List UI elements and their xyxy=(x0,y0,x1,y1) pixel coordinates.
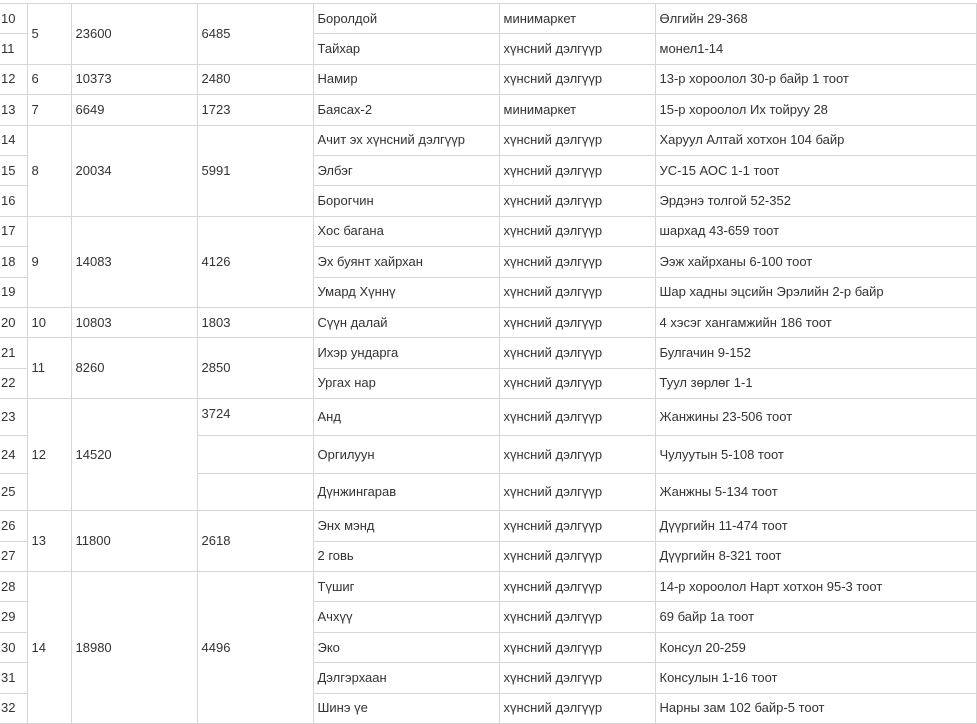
group-value-b-cell xyxy=(197,436,313,473)
store-address-cell: 15-р хороолол Их тойруу 28 xyxy=(655,95,976,125)
store-name-cell: Эх буянт хайрхан xyxy=(313,247,499,277)
row-number-cell: 10 xyxy=(0,4,27,34)
store-type-cell: хүнсний дэлгүүр xyxy=(499,338,655,368)
store-address-cell: 69 байр 1а тоот xyxy=(655,602,976,632)
store-name-cell: Шинэ үе xyxy=(313,693,499,723)
table-row xyxy=(0,64,976,94)
group-number-cell: 12 xyxy=(27,399,71,511)
store-type-cell: хүнсний дэлгүүр xyxy=(499,155,655,185)
row-number-cell: 27 xyxy=(0,541,27,571)
group-value-a-cell: 14083 xyxy=(71,216,197,307)
group-value-b-cell: 1723 xyxy=(197,95,313,125)
store-address-cell: 14-р хороолол Нарт хотхон 95-3 тоот xyxy=(655,572,976,602)
store-name-cell: Эко xyxy=(313,632,499,662)
store-address-cell: Дүүргийн 11-474 тоот xyxy=(655,511,976,541)
store-type-cell: минимаркет xyxy=(499,4,655,34)
row-number-cell: 15 xyxy=(0,155,27,185)
group-value-a-cell: 23600 xyxy=(71,4,197,65)
store-type-cell: хүнсний дэлгүүр xyxy=(499,572,655,602)
store-type-cell: хүнсний дэлгүүр xyxy=(499,216,655,246)
store-address-cell: Жанжины 23-506 тоот xyxy=(655,399,976,436)
store-type-cell: хүнсний дэлгүүр xyxy=(499,399,655,436)
store-address-cell: Харуул Алтай хотхон 104 байр xyxy=(655,125,976,155)
row-number-cell: 28 xyxy=(0,572,27,602)
table-row xyxy=(0,511,976,541)
table-row xyxy=(0,338,976,368)
store-name-cell: Умард Хүннү xyxy=(313,277,499,307)
group-value-a-cell: 14520 xyxy=(71,399,197,511)
store-name-cell: Элбэг xyxy=(313,155,499,185)
store-address-cell: Шар хадны эцсийн Эрэлийн 2-р байр xyxy=(655,277,976,307)
row-number-cell: 17 xyxy=(0,216,27,246)
store-name-cell: Ихэр ундарга xyxy=(313,338,499,368)
store-address-cell: Консулын 1-16 тоот xyxy=(655,663,976,693)
table-row xyxy=(0,216,976,246)
row-number-cell: 25 xyxy=(0,473,27,510)
store-address-cell: Чулуутын 5-108 тоот xyxy=(655,436,976,473)
store-address-cell: Ээж хайрханы 6-100 тоот xyxy=(655,247,976,277)
row-number-cell: 19 xyxy=(0,277,27,307)
row-number-cell: 29 xyxy=(0,602,27,632)
row-number-cell: 23 xyxy=(0,399,27,436)
row-number-cell: 24 xyxy=(0,436,27,473)
store-address-cell: Өлгийн 29-368 xyxy=(655,4,976,34)
row-number-cell: 22 xyxy=(0,368,27,398)
group-number-cell: 7 xyxy=(27,95,71,125)
store-type-cell: хүнсний дэлгүүр xyxy=(499,602,655,632)
store-name-cell: 2 говь xyxy=(313,541,499,571)
store-address-cell: УС-15 АОС 1-1 тоот xyxy=(655,155,976,185)
group-value-b-cell xyxy=(197,473,313,510)
row-number-cell: 18 xyxy=(0,247,27,277)
store-address-cell: 4 хэсэг хангамжийн 186 тоот xyxy=(655,307,976,337)
group-number-cell: 14 xyxy=(27,572,71,724)
store-address-cell: Консул 20-259 xyxy=(655,632,976,662)
group-number-cell: 8 xyxy=(27,125,71,216)
table-row xyxy=(0,4,976,34)
store-type-cell: хүнсний дэлгүүр xyxy=(499,693,655,723)
table-row xyxy=(0,572,976,602)
group-number-cell: 11 xyxy=(27,338,71,399)
table-row xyxy=(0,125,976,155)
store-type-cell: хүнсний дэлгүүр xyxy=(499,186,655,216)
store-address-cell: Эрдэнэ толгой 52-352 xyxy=(655,186,976,216)
store-type-cell: хүнсний дэлгүүр xyxy=(499,436,655,473)
group-value-a-cell: 18980 xyxy=(71,572,197,724)
store-type-cell: хүнсний дэлгүүр xyxy=(499,125,655,155)
row-number-cell: 11 xyxy=(0,34,27,64)
store-name-cell: Дүнжингарав xyxy=(313,473,499,510)
group-value-b-cell: 2480 xyxy=(197,64,313,94)
group-value-a-cell: 11800 xyxy=(71,511,197,572)
store-type-cell: хүнсний дэлгүүр xyxy=(499,473,655,510)
store-type-cell: хүнсний дэлгүүр xyxy=(499,541,655,571)
store-name-cell: Баясах-2 xyxy=(313,95,499,125)
store-name-cell: Дэлгэрхаан xyxy=(313,663,499,693)
group-number-cell: 13 xyxy=(27,511,71,572)
group-value-a-cell: 10373 xyxy=(71,64,197,94)
row-number-cell: 21 xyxy=(0,338,27,368)
row-number-cell: 26 xyxy=(0,511,27,541)
store-type-cell: хүнсний дэлгүүр xyxy=(499,64,655,94)
group-value-b-cell: 2618 xyxy=(197,511,313,572)
row-number-cell: 20 xyxy=(0,307,27,337)
store-address-cell: Булгачин 9-152 xyxy=(655,338,976,368)
store-type-cell: хүнсний дэлгүүр xyxy=(499,663,655,693)
group-value-b-cell: 3724 xyxy=(197,399,313,436)
store-name-cell: Ачит эх хүнсний дэлгүүр xyxy=(313,125,499,155)
store-address-cell: Туул зөрлөг 1-1 xyxy=(655,368,976,398)
store-name-cell: Боролдой xyxy=(313,4,499,34)
store-name-cell: Ургах нар xyxy=(313,368,499,398)
row-number-cell: 16 xyxy=(0,186,27,216)
group-value-b-cell: 1803 xyxy=(197,307,313,337)
store-type-cell: хүнсний дэлгүүр xyxy=(499,632,655,662)
store-address-cell: Нарны зам 102 байр-5 тоот xyxy=(655,693,976,723)
store-type-cell: хүнсний дэлгүүр xyxy=(499,307,655,337)
group-number-cell: 5 xyxy=(27,4,71,65)
row-number-cell: 12 xyxy=(0,64,27,94)
group-number-cell: 10 xyxy=(27,307,71,337)
store-type-cell: хүнсний дэлгүүр xyxy=(499,511,655,541)
store-name-cell: Анд xyxy=(313,399,499,436)
group-value-a-cell: 20034 xyxy=(71,125,197,216)
store-address-cell: шархад 43-659 тоот xyxy=(655,216,976,246)
store-type-cell: минимаркет xyxy=(499,95,655,125)
store-name-cell: Оргилуун xyxy=(313,436,499,473)
store-name-cell: Ачхүү xyxy=(313,602,499,632)
group-value-b-cell: 4496 xyxy=(197,572,313,724)
group-value-b-cell: 2850 xyxy=(197,338,313,399)
store-name-cell: Сүүн далай xyxy=(313,307,499,337)
store-table-body xyxy=(0,4,976,724)
store-name-cell: Түшиг xyxy=(313,572,499,602)
store-type-cell: хүнсний дэлгүүр xyxy=(499,368,655,398)
store-name-cell: Тайхар xyxy=(313,34,499,64)
table-row xyxy=(0,399,976,436)
store-name-cell: Борогчин xyxy=(313,186,499,216)
group-number-cell: 6 xyxy=(27,64,71,94)
row-number-cell: 13 xyxy=(0,95,27,125)
store-type-cell: хүнсний дэлгүүр xyxy=(499,34,655,64)
group-value-b-cell: 5991 xyxy=(197,125,313,216)
table-row xyxy=(0,307,976,337)
store-address-cell: монел1-14 xyxy=(655,34,976,64)
group-value-a-cell: 10803 xyxy=(71,307,197,337)
group-value-a-cell: 6649 xyxy=(71,95,197,125)
row-number-cell: 30 xyxy=(0,632,27,662)
group-value-b-cell: 6485 xyxy=(197,4,313,65)
row-number-cell: 14 xyxy=(0,125,27,155)
store-address-cell: Жанжны 5-134 тоот xyxy=(655,473,976,510)
table-row xyxy=(0,95,976,125)
store-address-cell: Дүүргийн 8-321 тоот xyxy=(655,541,976,571)
store-type-cell: хүнсний дэлгүүр xyxy=(499,277,655,307)
row-number-cell: 31 xyxy=(0,663,27,693)
row-number-cell: 32 xyxy=(0,693,27,723)
group-value-a-cell: 8260 xyxy=(71,338,197,399)
store-name-cell: Намир xyxy=(313,64,499,94)
store-type-cell: хүнсний дэлгүүр xyxy=(499,247,655,277)
store-address-cell: 13-р хороолол 30-р байр 1 тоот xyxy=(655,64,976,94)
store-name-cell: Хос багана xyxy=(313,216,499,246)
group-value-b-cell: 4126 xyxy=(197,216,313,307)
store-name-cell: Энх мэнд xyxy=(313,511,499,541)
store-table xyxy=(0,3,977,724)
group-number-cell: 9 xyxy=(27,216,71,307)
